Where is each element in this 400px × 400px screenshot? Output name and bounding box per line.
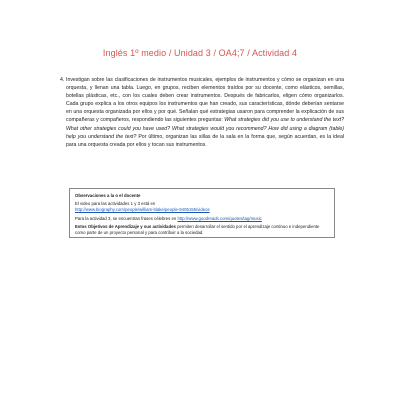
teacher-notes-box [69, 188, 335, 238]
goodreads-quotes-link[interactable]: http://www.goodreads.com/quotes/tag/music [177, 215, 262, 221]
teacher-note-quotes-label: Para la actividad 3, se encuentran frases célebres en [75, 215, 177, 221]
activity-text-closing: Por último, organizan las sillas de la sala en la forma que, según acuerdan, es la ideal para una orquesta creada por ellos y tocan sus instrumentos. [66, 133, 344, 148]
activity-item [60, 76, 344, 149]
teacher-notes-title: Observaciones a la o el docente [75, 193, 141, 198]
activity-questions: What strategies did you use to understand the text? What other strategies could you have used? What strategies would you recommend? How did using a diagram (table) help you understand the text? [66, 117, 344, 140]
teacher-note-video [75, 201, 329, 213]
teacher-note-quotes [75, 216, 329, 222]
teacher-note-objectives-bold: Estos Objetivos de Aprendizaje y sus actividades [75, 223, 176, 229]
activity-text-intro: Investigan sobre las clasificaciones de instrumentos musicales, ejemplos de instrumentos y cómo se organizan en una orquesta, y llenan una tabla. Luego, en grupos, reciben elementos traídos por su docente, como elásticos, semillas, botellas plásticas, etc., con los cuales deben crear instrumentos. Después de fabricarlos, eligen cómo organizarlos. Cada grupo explica a los otros equipos los instrumentos que han creado, sus características, dónde deberían sentarse en una orquesta organizada por ellos y por qué. Señalan qué estrategias usaron para comprender la explicación de sus compañeras y compañeros, respondiendo las siguientes preguntas: [66, 77, 344, 124]
activity-number: 4. [60, 77, 65, 83]
page-title: Inglés 1º medio / Unidad 3 / OA4;7 / Actividad 4 [102, 48, 298, 58]
teacher-note-objectives-text: permiten desarrollar el sentido por el aprendizaje continuo e independiente como parte de un proyecto personal y para contribuir a la sociedad. [75, 223, 320, 236]
teacher-note-video-label: El video para las actividades 1 y 3 está en [75, 201, 156, 207]
biography-video-link[interactable]: http://www.biography.com/people/william-blake/people-9405155/videos [75, 207, 210, 213]
teacher-note-objectives [75, 224, 329, 236]
